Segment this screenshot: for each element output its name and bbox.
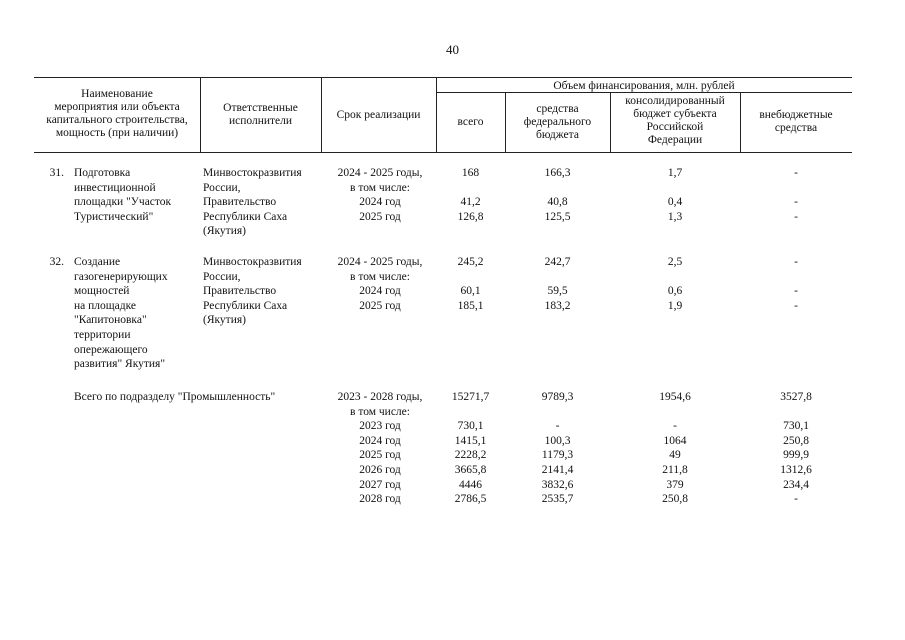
header-extra-line: средства — [774, 122, 818, 134]
row-term-line: 2025 год — [359, 210, 401, 223]
row-extra — [740, 166, 852, 224]
row-total-value: 41,2 — [460, 196, 481, 209]
summary-total-value: 15271,7 — [451, 391, 490, 403]
summary-extra-value — [740, 405, 852, 420]
summary-extra — [740, 390, 852, 507]
row-resp-line: Республики Саха — [203, 299, 288, 312]
row-total-value: 126,8 — [457, 210, 484, 223]
summary-term-line: 2027 год — [359, 478, 401, 491]
row-responsible — [203, 255, 302, 328]
row-name-line: опережающего — [74, 343, 148, 356]
row-regional-value: 1,3 — [667, 210, 683, 223]
row-resp-line: (Якутия) — [203, 225, 246, 238]
row-total — [436, 255, 505, 313]
row-term-line: 2024 - 2025 годы, — [337, 256, 423, 268]
row-name-line: Подготовка — [74, 167, 131, 179]
summary-extra-value: 3527,8 — [780, 391, 812, 403]
summary-federal-value: 9789,3 — [541, 391, 574, 403]
row-name-line: на площадке — [74, 299, 136, 312]
header-extra — [740, 109, 852, 135]
row-federal-value — [505, 181, 610, 196]
row-name-line: газогенерирующих — [74, 270, 168, 283]
table-header-bottom-border — [34, 152, 852, 153]
row-name-line: территории — [74, 328, 131, 341]
row-term-line: 2024 год — [359, 285, 401, 298]
row-term — [324, 255, 436, 313]
row-total-value — [436, 181, 505, 196]
row-regional-value: 1,9 — [667, 299, 683, 312]
row-total — [436, 166, 505, 224]
row-regional-value: 0,6 — [667, 285, 683, 298]
summary-federal-value: 1179,3 — [541, 449, 574, 462]
header-federal-line: средства — [536, 103, 579, 115]
row-regional-value — [610, 270, 740, 285]
summary-federal-value — [505, 405, 610, 420]
header-name-line: мощность (при наличии) — [55, 127, 179, 139]
summary-term-line: 2023 год — [359, 420, 401, 433]
row-regional — [610, 166, 740, 224]
row-resp-line: Правительство — [203, 196, 277, 209]
row-federal-value: 242,7 — [544, 256, 571, 268]
summary-total-value: 2786,5 — [454, 493, 487, 506]
summary-extra-value: 234,4 — [783, 478, 809, 491]
row-term-line: 2024 год — [359, 196, 401, 209]
header-name — [34, 88, 200, 140]
row-extra-value: - — [794, 256, 798, 268]
header-resp-line: исполнители — [228, 115, 293, 127]
summary-federal-value: - — [555, 420, 560, 433]
header-federal-line: бюджета — [536, 129, 579, 141]
header-regional — [610, 95, 740, 147]
header-regional-line: бюджет субъекта — [633, 108, 717, 120]
row-regional-value: 1,7 — [667, 167, 683, 179]
header-name-line: мероприятия или объекта — [54, 101, 180, 113]
summary-regional-value: 49 — [669, 449, 681, 462]
row-regional — [610, 255, 740, 313]
row-extra — [740, 255, 852, 313]
row-name-line: площадки "Участок — [74, 196, 172, 209]
row-regional-value: 0,4 — [667, 196, 683, 209]
summary-extra-value: 1312,6 — [780, 463, 812, 476]
row-number: 31. — [49, 167, 64, 179]
row-term-line: в том числе: — [350, 270, 410, 283]
table-top-border — [34, 77, 852, 78]
row-total-value: 245,2 — [457, 256, 484, 268]
summary-regional-value: 1064 — [663, 434, 687, 447]
row-name-line: развития" Якутия" — [74, 358, 166, 371]
summary-extra-value: 250,8 — [783, 434, 809, 447]
row-federal-value — [505, 270, 610, 285]
row-extra-value — [740, 181, 852, 196]
row-name-line: инвестиционной — [74, 181, 156, 194]
summary-regional-value: - — [673, 420, 677, 433]
row-number: 32. — [49, 256, 64, 268]
summary-total-value: 1415,1 — [454, 434, 487, 447]
row-name-line: Создание — [74, 256, 121, 268]
summary-regional — [610, 390, 740, 507]
summary-total-value: 3665,8 — [454, 463, 487, 476]
row-total-value — [436, 270, 505, 285]
row-extra-value: - — [794, 285, 798, 298]
row-federal-value: 183,2 — [544, 299, 571, 312]
header-extra-line: внебюджетные — [759, 109, 833, 121]
row-extra-value: - — [794, 299, 798, 312]
row-total-value: 168 — [461, 167, 480, 179]
row-resp-line: Правительство — [203, 285, 277, 298]
header-responsible — [200, 102, 321, 128]
row-term-line: 2025 год — [359, 299, 401, 312]
summary-federal — [505, 390, 610, 507]
summary-total — [436, 390, 505, 507]
page-number: 40 — [446, 42, 459, 57]
summary-term-line: 2024 год — [359, 434, 401, 447]
summary-label: Всего по подразделу "Промышленность" — [74, 391, 276, 403]
summary-total-value: 4446 — [459, 478, 482, 491]
row-extra-value — [740, 270, 852, 285]
row-federal-value: 59,5 — [547, 285, 568, 298]
summary-federal-value: 2141,4 — [541, 463, 574, 476]
summary-total-value — [436, 405, 505, 420]
row-federal-value: 166,3 — [544, 167, 571, 179]
row-regional-value — [610, 181, 740, 196]
row-resp-line: (Якутия) — [203, 314, 246, 327]
summary-term-line: 2026 год — [359, 463, 401, 476]
row-name — [74, 166, 171, 224]
row-responsible — [203, 166, 302, 239]
header-name-line: Наименование — [81, 88, 153, 100]
header-name-line: капитального строительства, — [46, 114, 188, 126]
summary-extra-value: 730,1 — [783, 420, 809, 433]
summary-term-line: 2023 - 2028 годы, — [337, 391, 423, 403]
row-total-value: 60,1 — [460, 285, 481, 298]
summary-federal-value: 2535,7 — [541, 493, 574, 506]
header-federal-line: федерального — [523, 116, 592, 128]
summary-total-value: 2228,2 — [454, 449, 487, 462]
row-federal — [505, 255, 610, 313]
summary-total-value: 730,1 — [457, 420, 484, 433]
header-term: Срок реализации — [336, 109, 421, 121]
row-extra-value: - — [794, 167, 798, 179]
row-resp-line: Республики Саха — [203, 210, 288, 223]
row-resp-line: Минвостокразвития — [203, 167, 302, 179]
summary-term — [324, 390, 436, 507]
row-name-line: Туристический" — [74, 210, 154, 223]
header-regional-line: консолидированный — [625, 95, 725, 107]
row-term — [324, 166, 436, 224]
row-federal-value: 125,5 — [544, 210, 571, 223]
summary-regional-value — [610, 405, 740, 420]
header-resp-line: Ответственные — [223, 102, 298, 114]
summary-federal-value: 100,3 — [544, 434, 571, 447]
summary-regional-value: 211,8 — [662, 463, 688, 476]
header-financing-group: Объем финансирования, млн. рублей — [553, 80, 735, 92]
summary-regional-value: 379 — [666, 478, 684, 491]
summary-regional-value: 250,8 — [662, 493, 688, 506]
row-federal-value: 40,8 — [547, 196, 568, 209]
header-regional-line: Федерации — [647, 134, 703, 146]
summary-term-line: 2028 год — [359, 493, 401, 506]
summary-term-line: 2025 год — [359, 449, 401, 462]
summary-term-line: в том числе: — [350, 405, 410, 418]
row-name — [74, 255, 168, 372]
row-resp-line: России, — [203, 181, 241, 194]
row-name-line: мощностей — [74, 285, 130, 298]
header-regional-line: Российской — [646, 121, 704, 133]
summary-extra-value: 999,9 — [783, 449, 809, 462]
row-extra-value: - — [794, 196, 798, 209]
row-extra-value: - — [794, 210, 798, 223]
summary-extra-value: - — [794, 493, 798, 506]
row-term-line: в том числе: — [350, 181, 410, 194]
header-federal — [505, 103, 610, 142]
row-resp-line: Минвостокразвития — [203, 256, 302, 268]
row-resp-line: России, — [203, 270, 241, 283]
header-total: всего — [457, 116, 484, 128]
row-regional-value: 2,5 — [667, 256, 683, 268]
summary-federal-value: 3832,6 — [541, 478, 574, 491]
row-federal — [505, 166, 610, 224]
row-total-value: 185,1 — [457, 299, 484, 312]
row-term-line: 2024 - 2025 годы, — [337, 167, 423, 179]
summary-regional-value: 1954,6 — [659, 391, 691, 403]
row-name-line: "Капитоновка" — [74, 314, 147, 327]
